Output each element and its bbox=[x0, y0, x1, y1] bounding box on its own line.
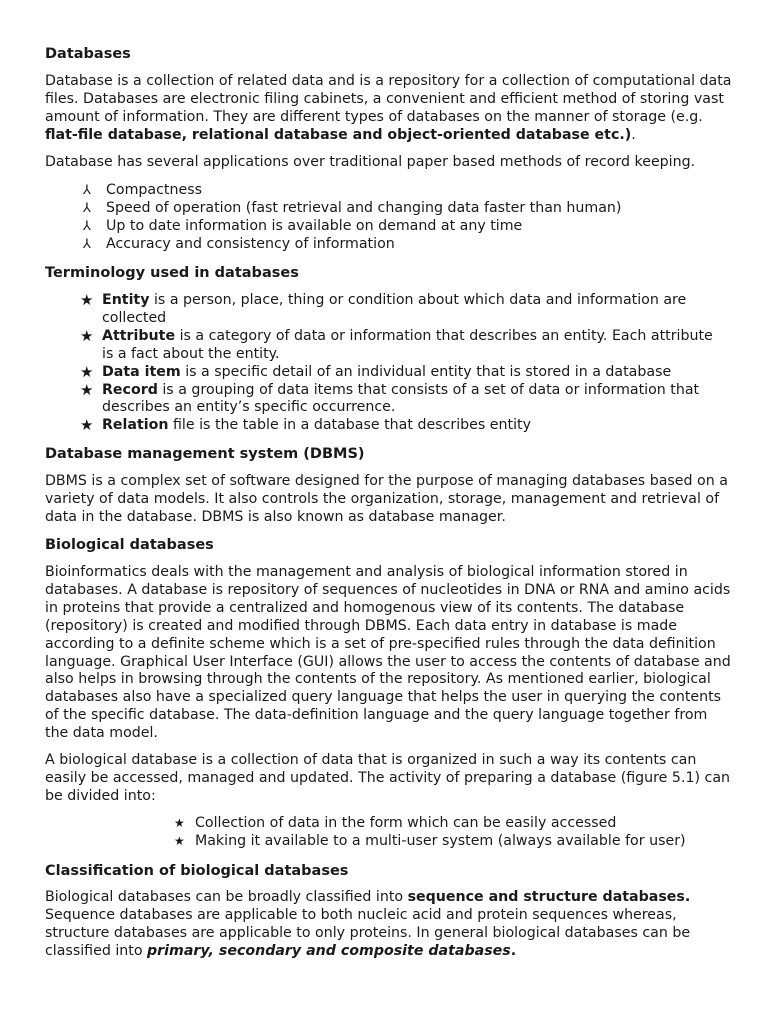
list-item-text: Up to date information is available on demand at any time bbox=[106, 217, 523, 234]
star-bullet-icon: ★ bbox=[80, 380, 94, 399]
star-bullet-icon: ★ bbox=[80, 291, 94, 309]
classification-end: . bbox=[510, 942, 517, 959]
term-bold: Relation bbox=[102, 417, 169, 434]
list-item bbox=[80, 416, 722, 435]
classification-text: Biological databases can be broadly classified into bbox=[45, 889, 408, 905]
list-item bbox=[83, 199, 706, 218]
arrow-bullet-icon: ⅄ bbox=[83, 200, 91, 216]
applications-list bbox=[83, 182, 706, 254]
biological-paragraph-2: A biological database is a collection of data that is organized in such a way its contents can easily be accessed, managed and updated. The activity of preparing a database (figure 5.1) can be divided into: bbox=[45, 752, 731, 804]
term-definition: is a specific detail of an individual entity that is stored in a database bbox=[180, 363, 672, 380]
list-item bbox=[80, 362, 722, 382]
term-bold: Attribute bbox=[102, 327, 176, 344]
heading-biological-databases: Biological databases bbox=[45, 537, 214, 553]
arrow-bullet-icon: ⅄ bbox=[83, 218, 91, 234]
term-bold: Entity bbox=[102, 292, 150, 308]
term-definition: is a person, place, thing or condition about which data and information are collected bbox=[102, 292, 687, 326]
databases-p1-end: . bbox=[631, 126, 636, 143]
preparation-steps-list bbox=[174, 815, 715, 851]
list-item bbox=[83, 217, 706, 236]
databases-paragraph-2: Database has several applications over traditional paper based methods of record keeping. bbox=[45, 154, 696, 170]
list-item bbox=[83, 235, 706, 254]
classification-paragraph bbox=[45, 889, 735, 961]
term-bold: Data item bbox=[102, 363, 181, 380]
term-definition: file is the table in a database that describes entity bbox=[168, 417, 531, 434]
arrow-bullet-icon: ⅄ bbox=[83, 236, 91, 252]
star-bullet-icon: ★ bbox=[80, 416, 94, 435]
list-item bbox=[80, 326, 722, 364]
list-item bbox=[174, 832, 715, 851]
list-item bbox=[80, 380, 722, 418]
classification-text-continued: Sequence databases are applicable to both nucleic acid and protein sequences whereas, structure databases are applicable to only proteins. In general biological databases can be classified into bbox=[45, 906, 691, 959]
term-definition: is a category of data or information that describes an entity. Each attribute is a fact about the entity. bbox=[102, 327, 713, 362]
star-bullet-icon: ★ bbox=[174, 833, 185, 848]
heading-terminology: Terminology used in databases bbox=[45, 265, 299, 281]
databases-paragraph-1 bbox=[45, 73, 735, 145]
sequence-structure-bold: sequence and structure databases. bbox=[407, 889, 691, 905]
list-item bbox=[174, 815, 715, 833]
dbms-paragraph: DBMS is a complex set of software designed for the purpose of managing databases based on a variety of data models. It also controls the organization, storage, management and retrieval of data in the database. DBMS is also known as database manager. bbox=[45, 473, 728, 525]
heading-databases: Databases bbox=[45, 46, 131, 62]
database-types-bold-italic: primary, secondary and composite databases bbox=[147, 942, 511, 959]
star-bullet-icon: ★ bbox=[174, 816, 185, 830]
storage-types-bold: flat-file database, relational database and object-oriented database etc.) bbox=[45, 126, 632, 143]
databases-p1-text: Database is a collection of related data and is a repository for a collection of computational data files. Databases are electronic filing cabinets, a convenient and efficient method of storing vast amount of information. They are different types of databases on the manner of storage (e.g. bbox=[45, 73, 732, 125]
arrow-bullet-icon: ⅄ bbox=[83, 183, 91, 198]
heading-dbms: Database management system (DBMS) bbox=[45, 446, 365, 462]
star-bullet-icon: ★ bbox=[80, 326, 94, 345]
list-item-text: Accuracy and consistency of information bbox=[106, 235, 395, 252]
term-definition: is a grouping of data items that consists of a set of data or information that describes an entity’s specific occurrence. bbox=[102, 381, 700, 416]
list-item-text: Speed of operation (fast retrieval and changing data faster than human) bbox=[106, 199, 622, 216]
star-bullet-icon: ★ bbox=[80, 362, 94, 381]
list-item-text: Collection of data in the form which can be easily accessed bbox=[195, 815, 617, 831]
heading-classification: Classification of biological databases bbox=[45, 863, 349, 879]
list-item bbox=[83, 182, 706, 200]
terminology-list bbox=[80, 291, 722, 435]
list-item bbox=[80, 291, 722, 328]
biological-paragraph-1: Bioinformatics deals with the management and analysis of biological information stored in databases. A database is repository of sequences of nucleotides in DNA or RNA and amino acids in proteins that provide a centralized and homogenous view of its contents. The database (repository) is created and modified through DBMS. Each data entry in database is made according to a definite scheme which is a set of pre-specified rules through the data definition language. Graphical User Interface (GUI) allows the user to access the contents of database and also helps in browsing through the contents of the repository. As mentioned earlier, biological databases also have a specialized query language that helps the user in querying the contents of the specific database. The data-definition language and the query language together from the data model. bbox=[45, 564, 731, 742]
term-bold: Record bbox=[102, 381, 158, 398]
list-item-text: Making it available to a multi-user system (always available for user) bbox=[195, 832, 686, 849]
list-item-text: Compactness bbox=[106, 182, 202, 198]
